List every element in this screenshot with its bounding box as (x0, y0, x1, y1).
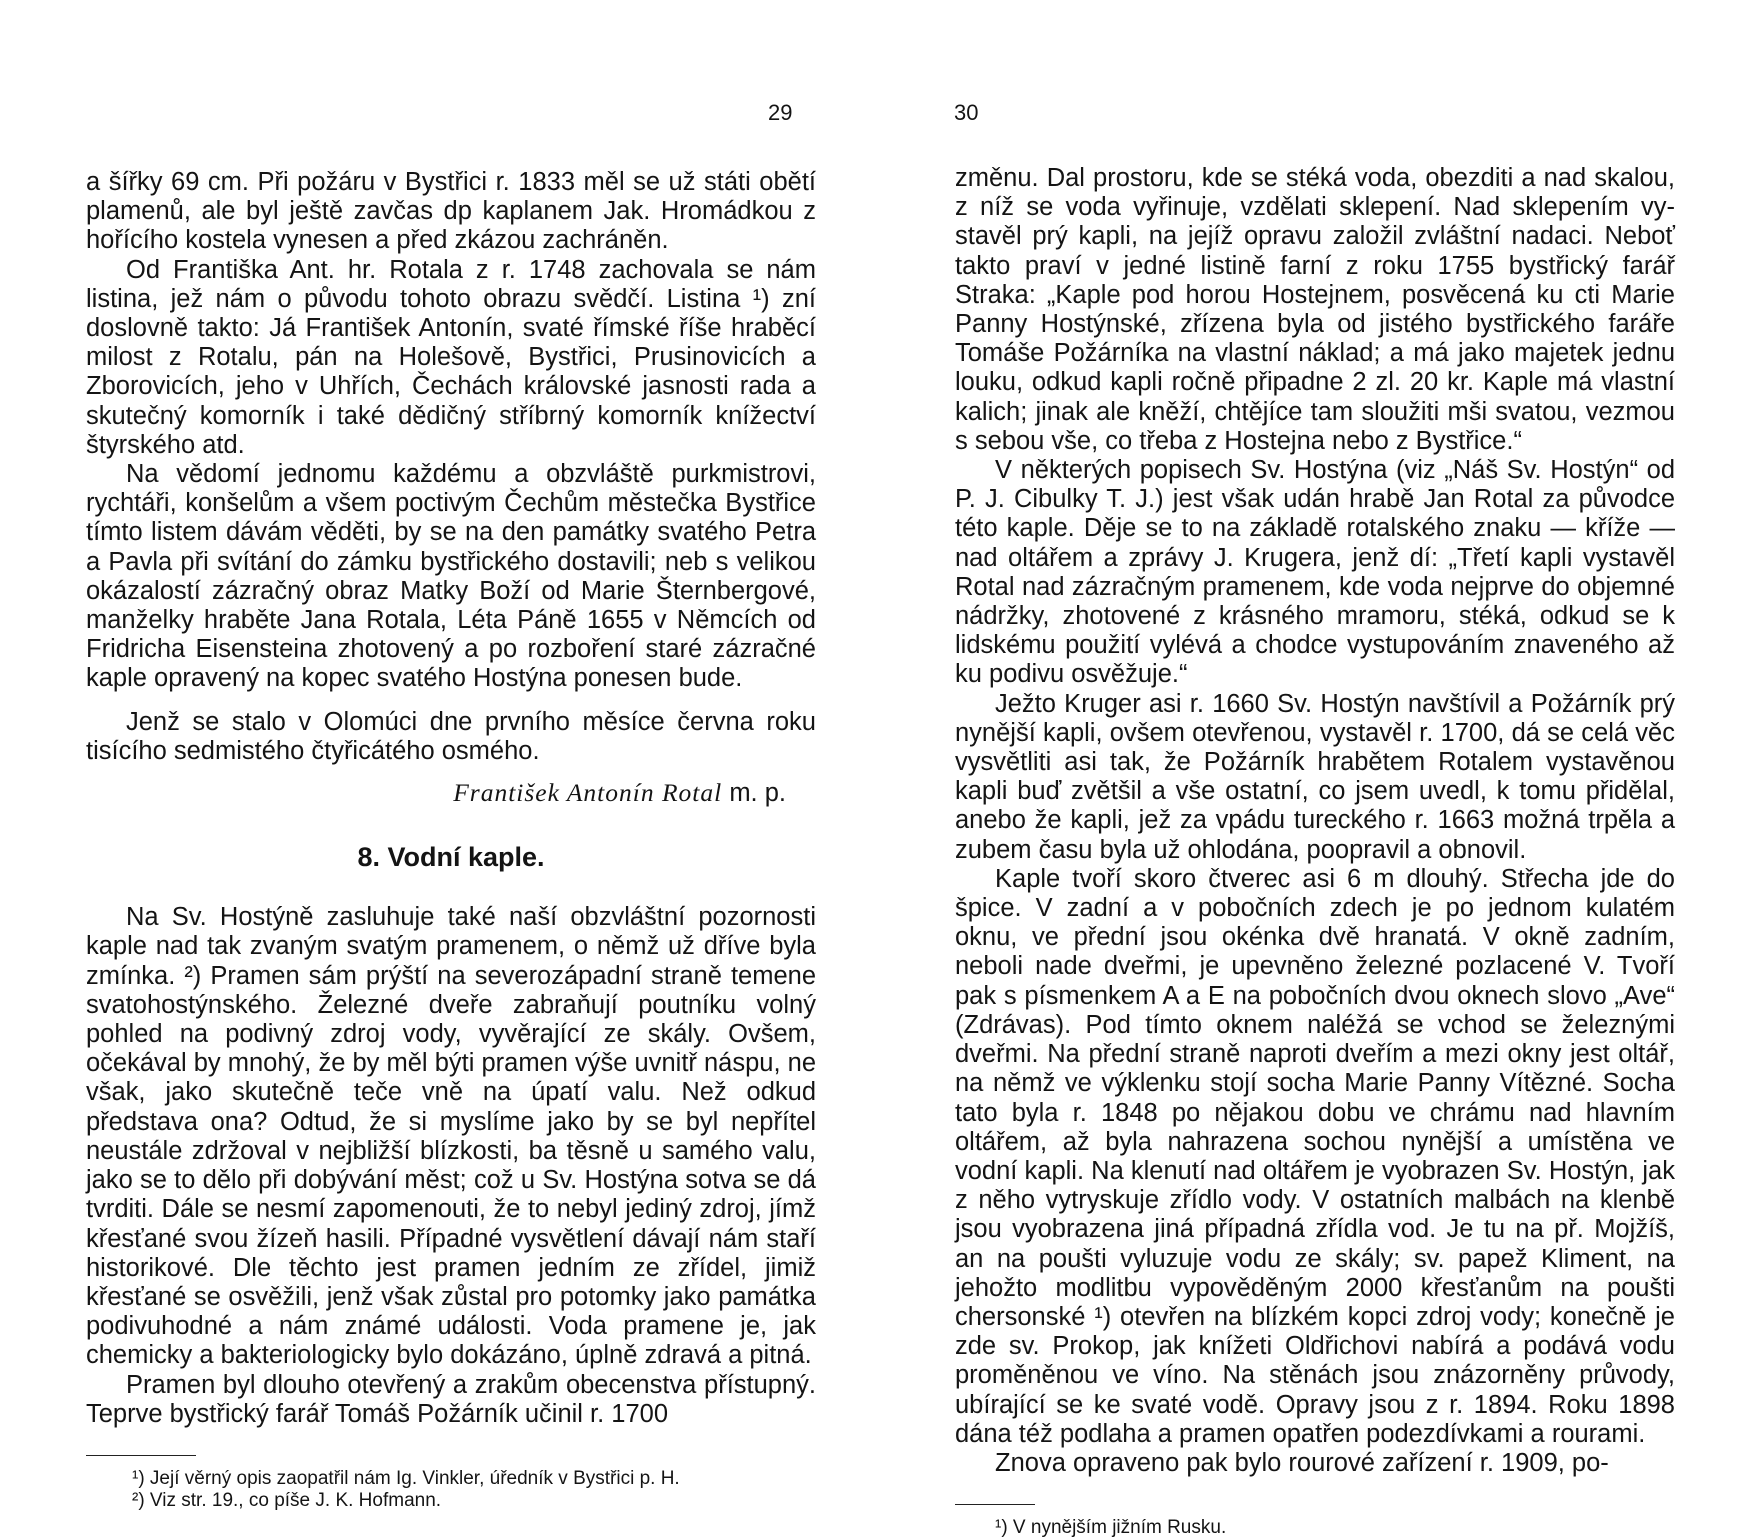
right-page (954, 0, 1675, 1539)
paragraph: změnu. Dal prostoru, kde se stéká voda, obezditi a nad skalou, z níž se voda vyřinuje, vzdělati sklepení. Nad sklepením vystavěl prý kapli, na jejíž opravu založil zvláštní nadaci. Neboť takto praví v jedné listině farní z roku 1755 bystřický farář Straka: „Kaple pod horou Hostejnem, posvěcená ku cti Marie Panny Hostýnské, zřízena byla od jistého bystřického faráře Tomáše Požárníka na vlastní náklad; a má jako majetek jednu louku, odkud kapli ročně připadne 2 zl. 20 kr. Kaple má vlastní kalich; jinak ale kněží, chtějíce tam sloužiti mši svatou, vezmou s sebou vše, co třeba z Hostejna nebo z Bystřice.“ (955, 164, 1675, 455)
paragraph: Od Františka Ant. hr. Rotala z r. 1748 zachovala se nám listina, jež nám o původu tohoto obrazu svědčí. Listina ¹) zní doslovně takto: Já František Antonín, svaté římské říše hraběcí milost z Rotalu, pán na Holešově, Bystřici, Prusinovicích a Zborovicích, jeho v Uhřích, Čechách královské jasnosti rada a skutečný komorník i také dědičný stříbrný komorník knížectví štyrského atd. (86, 255, 816, 459)
footnote: ¹) V nynějším jižním Rusku. (995, 1517, 1227, 1539)
paragraph: Znova opraveno pak bylo rourové zařízení r. 1909, po- (995, 1448, 1609, 1477)
footnote-rule (955, 1504, 1035, 1505)
signature-line (86, 778, 786, 808)
paragraph: Kaple tvoří skoro čtverec asi 6 m dlouhý. Střecha jde do špice. V zadní a v pobočních zdech je po jednom kulatém oknu, ve přední jsou okénka dvě hranatá. V okně zadním, neboli nade dveřmi, je upevněno železné pozlacené V. Tvoří pak s písmenkem A a E na pobočních dvou oknech slovo „Ave“ (Zdrávas). Pod tímto oknem naléžá se vchod se železnými dveřmi. Na přední straně naproti dveřím a mezi okny jest oltář, na němž ve výklenku stojí socha Marie Panny Vítězné. Socha tato byla r. 1848 po nějakou dobu ve chrámu nad hlavním oltářem, až byla nahrazena sochou nynější a umístěna ve vodní kapli. Na klenutí nad oltářem je vyobrazen Sv. Hostýn, jak z něho vytryskuje zřídlo vody. V ostatních malbách na klenbě jsou vyobrazena jiná případná zřídla vod. Je tu na př. Mojžíš, an na poušti vyluzuje vodu ze skály; sv. papež Kliment, na jehožto modlitbu vypověděným 2000 křesťanům na poušti chersonské ¹) otevřen na blízkém kopci zdroj vody; konečně je zde sv. Prokop, jak knížeti Oldřichovi nabírá a podává vodu proměněnou ve víno. Na stěnách jsou znázorněny průvody, ubírající se ke svaté vodě. Opravy jsou z r. 1894. Roku 1898 dána též podlaha a pramen opatřen podezdívkami a rourami. (955, 864, 1675, 1448)
section-heading: 8. Vodní kaple. (357, 842, 545, 873)
paragraph: Pramen byl dlouho otevřený a zrakům obecenstva přístupný. Teprve bystřický farář Tomáš Požárník učinil r. 1700 (86, 1370, 816, 1428)
footnote: ¹) Její věrný opis zaopatřil nám Ig. Vinkler, úředník v Bystřici p. H. (132, 1467, 680, 1489)
page-body (955, 164, 1675, 1539)
page-number: 30 (954, 100, 979, 125)
paragraph: Na vědomí jednomu každému a obzvláště purkmistrovi, rychtáři, konšelům a všem poctivým Čechům městečka Bystřice tímto listem dávám věděti, by se na den památky svatého Petra a Pavla při svítání do zámku bystřického dostavili; neb s velikou okázalostí zázračný obraz Matky Boží od Marie Šternbergové, manželky hraběte Jana Rotala, Léta Páně 1655 v Němcích od Fridricha Eisensteina zhotovený a po rozboření staré zázračné kaple opravený na kopec svatého Hostýna ponesen bude. (86, 460, 816, 693)
paragraph: Na Sv. Hostýně zasluhuje také naší obzvláštní pozornosti kaple nad tak zvaným svatým pramenem, o němž už dříve byla zmínka. ²) Pramen sám prýští na severozápadní straně temene svatohostýnského. Železné dveře zabraňují poutníku volný pohled na podivný zdroj vody, vyvěrající ze skály. Ovšem, očekával by mnohý, že by měl býti pramen výše uvnitř náspu, ne však, jako skutečně teče vně na úpatí valu. Než odkud představa ona? Odtud, že si myslíme jako by se byl nepřítel neustále zdržoval v nejbližší blízkosti, ba těsně u samého valu, jako se to dělo při dobývání měst; což u Sv. Hostýna sotva se dá tvrditi. Dále se nesmí zapomenouti, že to nebyl jediný zdroj, jímž křesťané svou žízeň hasili. Případné vysvětlení dávají nám staří historikové. Dle těchto jest pramen jedním ze zřídel, jimiž křesťané se osvěžili, jenž však zůstal pro potomky jako památka podivuhodné a nám známé události. Voda pramene je, jak chemicky a bakteriologicky bylo dokázáno, úplně zdravá a pitná. (86, 903, 816, 1370)
page-number: 29 (768, 100, 793, 125)
signature-suffix: m. p. (729, 779, 786, 808)
paragraph: Jenž se stalo v Olomúci dne prvního měsíce června roku tisícího sedmistého čtyřicátého osmého. (86, 707, 816, 765)
paragraph: Ježto Kruger asi r. 1660 Sv. Hostýn navštívil a Požárník prý nynější kapli, ovšem otevřenou, vystavěl r. 1700, dá se celá věc vysvětliti asi tak, že Požárník hrabětem Rotalem vystavěnou kapli buď zvětšil a vše ostatní, co jsem uvedl, k tomu přidělal, anebo že kapli, jež za vpádu tureckého r. 1663 možná trpěla a zubem času byla už ohlodána, poopravil a obnovil. (955, 689, 1675, 864)
left-page (86, 0, 816, 1511)
page-body (86, 168, 816, 1512)
footnote: ²) Viz str. 19., co píše J. K. Hofmann. (132, 1489, 442, 1511)
paragraph: V některých popisech Sv. Hostýna (viz „Náš Sv. Hostýn“ od P. J. Cibulky T. J.) jest však udán hrabě Jan Rotal za původce této kaple. Děje se to na základě rotalského znaku — kříže — nad oltářem a zprávy J. Krugera, jenž dí: „Třetí kapli vystavěl Rotal nad zázračným pramenem, kde voda nejprve do objemné nádržky, zhotovené z krásného mramoru, stéká, odkud se k lidskému použití vylévá a chodce vystupováním znaveného až ku podivu osvěžuje.“ (955, 456, 1675, 689)
paragraph: a šířky 69 cm. Při požáru v Bystřici r. 1833 měl se už státi obětí plamenů, ale byl ještě zavčas dp kaplanem Jak. Hromádkou z hořícího kostela vynesen a před zkázou zachráněn. (86, 168, 816, 255)
footnote-rule (86, 1455, 196, 1456)
signature-name: František Antonín Rotal (453, 778, 723, 808)
